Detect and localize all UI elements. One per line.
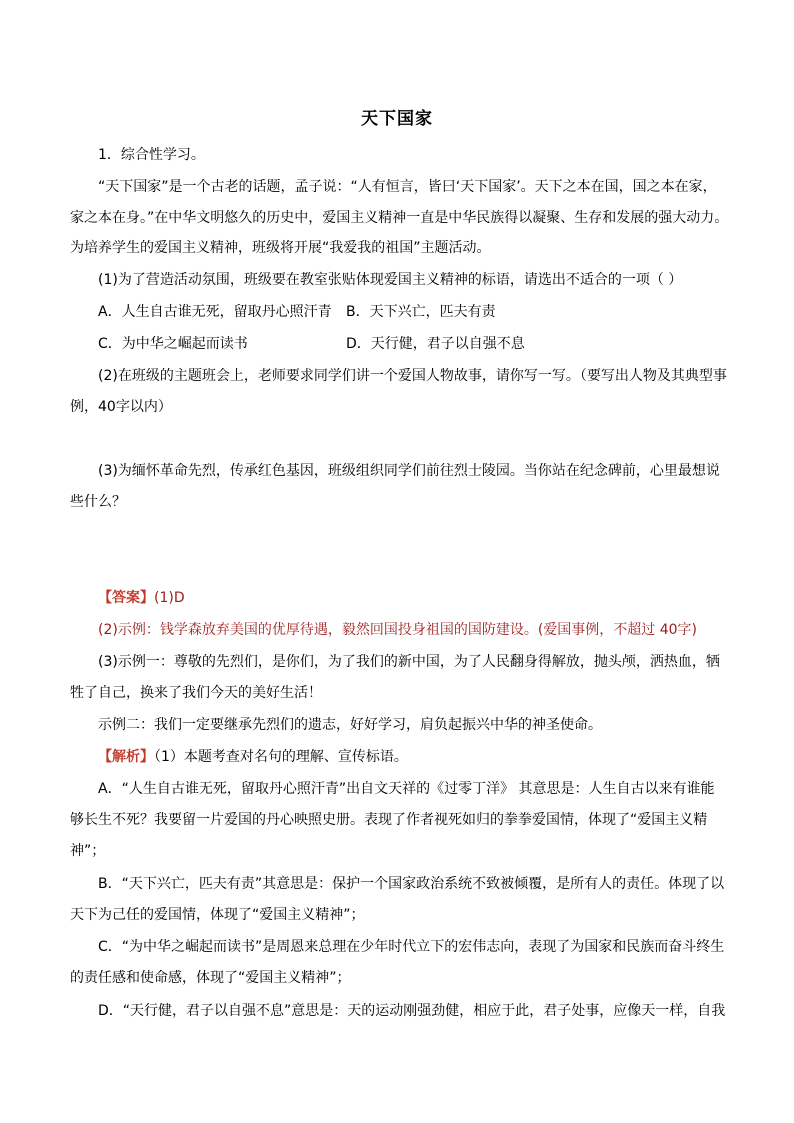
option-a: A．人生自古谁无死，留取丹心照汗青	[98, 304, 332, 320]
question-number-title: 1．综合性学习。	[98, 147, 205, 163]
answer-3-example-2: 示例二：我们一定要继承先烈们的遗志，好好学习，肩负起振兴中华的神圣使命。	[98, 717, 602, 733]
sub-question-2-line-2: 例，40字以内）	[70, 399, 172, 415]
intro-line-2: 家之本在身。”在中华文明悠久的历史中，爱国主义精神一直是中华民族得以凝聚、生存和发展的强大动力。	[70, 210, 729, 226]
answer-line-1	[98, 588, 185, 608]
analysis-d-line-1: D．“天行健，君子以自强不息”意思是：天的运动刚强劲健，相应于此，君子处事，应像天一样，自我	[98, 1003, 726, 1019]
sub-question-3-line-1: (3)为缅怀革命先烈，传承红色基因，班级组织同学们前往烈士陵园。当你站在纪念碑前，心里最想说	[98, 463, 720, 479]
answer-tag: 【答案】	[98, 590, 154, 606]
option-b: B．天下兴亡，匹夫有责	[346, 304, 496, 320]
option-d: D．天行健，君子以自强不息	[346, 336, 525, 352]
analysis-a-line-1: A．“人生自古谁无死，留取丹心照汗青”出自文天祥的《过零丁洋》 其意思是：人生自古以来有谁能	[98, 781, 715, 797]
intro-line-3: 为培养学生的爱国主义精神，班级将开展“我爱我的祖国”主题活动。	[70, 240, 491, 256]
page-title: 天下国家	[361, 109, 433, 129]
analysis-tag: 【解析】	[98, 749, 154, 765]
answer-1: (1)D	[154, 590, 185, 606]
answer-3-line-1: (3)示例一：尊敬的先烈们，是你们，为了我们的新中国，为了人民翻身得解放，抛头颅，洒热血，牺	[98, 654, 720, 670]
intro-line-1: “天下国家”是一个古老的话题，孟子说：“人有恒言，皆曰‘天下国家’。天下之本在国，国之本在家，	[98, 179, 717, 195]
analysis-b-line-1: B．“天下兴亡，匹夫有责”其意思是：保护一个国家政治系统不致被倾覆，是所有人的责任。体现了以	[98, 876, 725, 892]
answer-2: (2)示例：钱学森放弃美国的优厚待遇，毅然回国投身祖国的国防建设。(爱国事例，不超过 40字)	[98, 622, 698, 638]
answer-3-line-2: 牲了自己，换来了我们今天的美好生活！	[70, 685, 322, 701]
analysis-line-1	[98, 747, 408, 767]
sub-question-2-line-1: (2)在班级的主题班会上，老师要求同学们讲一个爱国人物故事，请你写一写。（要写出人物及其典型事	[98, 368, 727, 384]
analysis-a-line-2: 够长生不死？我要留一片爱国的丹心映照史册。表现了作者视死如归的拳拳爱国情，体现了“爱国主义精	[70, 812, 708, 828]
analysis-b-line-2: 天下为己任的爱国情，体现了“爱国主义精神”；	[70, 907, 365, 923]
option-c: C．为中华之崛起而读书	[98, 336, 248, 352]
analysis-intro: （1）本题考查对名句的理解、宣传标语。	[154, 749, 408, 765]
analysis-c-line-1: C．“为中华之崛起而读书”是周恩来总理在少年时代立下的宏伟志向，表现了为国家和民族而奋斗终生	[98, 939, 725, 955]
analysis-a-line-3: 神”；	[70, 843, 106, 859]
analysis-c-line-2: 的责任感和使命感，体现了“爱国主义精神”；	[70, 970, 351, 986]
sub-question-1: (1)为了营造活动氛围，班级要在教室张贴体现爱国主义精神的标语，请选出不适合的一项（ ）	[98, 272, 683, 288]
sub-question-3-line-2: 些什么？	[70, 494, 126, 510]
